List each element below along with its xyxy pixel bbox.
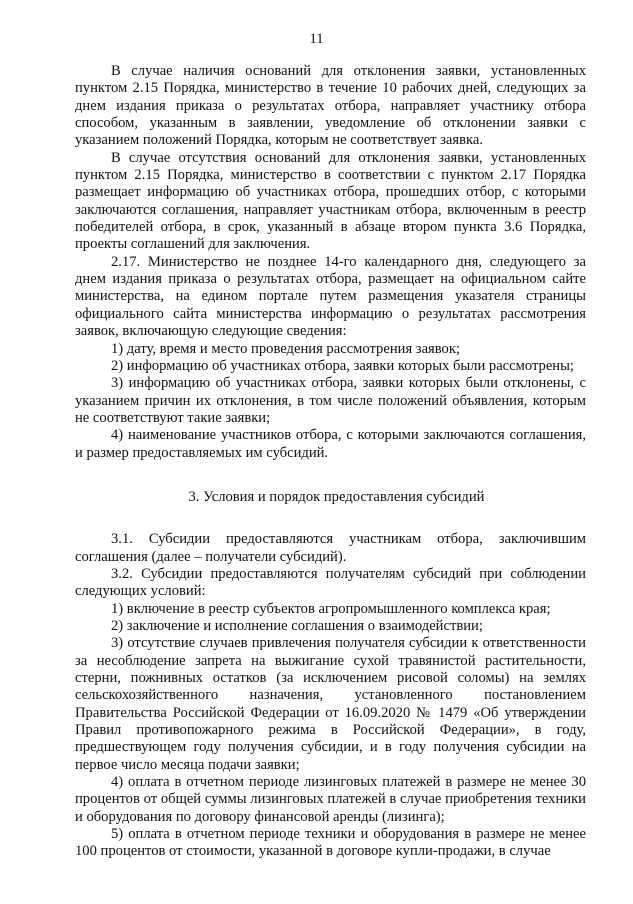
list-item: 2) заключение и исполнение соглашения о взаимодействии; [111, 617, 483, 634]
list-item: 3) информацию об участниках отбора, заявки которых были отклонены, с указанием причин их отклонения, в том числе положений объявления, которым не соответствуют такие заявки; [75, 375, 586, 426]
list-item: 2) информацию об участниках отбора, заявки которых были рассмотрены; [111, 357, 574, 374]
paragraph-3-1: 3.1. Субсидии предоставляются участникам отбора, заключившим соглашения (далее – получатели субсидий). [75, 531, 586, 565]
list-item: 4) оплата в отчетном периоде лизинговых платежей в размере не менее 30 процентов от общей суммы лизинговых платежей в случае приобретения техники и оборудования по договору финансовой аренды (лизинга); [75, 774, 586, 825]
paragraph-3-2: 3.2. Субсидии предоставляются получателям субсидий при соблюдении следующих условий: [75, 565, 586, 600]
list-item: 3) отсутствие случаев привлечения получателя субсидии к ответственности за несоблюдение запрета на выжигание сухой травянистой растительности, стерни, пожнивных остатков (за исключением рисовой соломы) на землях сельскохозяйственного назначения, установленного постановлением Правительства Российской Федерации от 16.09.2020 № 1479 «Об утверждении Правил противопожарного режима в Российской Федерации», в году, предшествующем году получения субсидии, и в году получения субсидии на первое число месяца подачи заявки; [75, 635, 586, 773]
list-item: 1) включение в реестр субъектов агропромышленного комплекса края; [111, 600, 551, 617]
paragraph: В случае отсутствия оснований для отклонения заявки, установленных пунктом 2.15 Порядка, министерство в соответствии с пунктом 2.17 Порядка размещает информацию об участниках отбора, прошедших отбор, с которыми заключаются соглашения, направляет участникам отбора, включенным в реестр победителей отбора, в срок, указанный в абзаце втором пункта 3.6 Порядка, проекты соглашений для заключения. [75, 149, 586, 253]
paragraph: В случае наличия оснований для отклонения заявки, установленных пунктом 2.15 Порядка, министерство в течение 10 рабочих дней, следующих за днем издания приказа о результатах отбора, направляет участнику отбора способом, указанным в заявлении, уведомление об отклонении заявки с указанием положений Порядка, которым не соответствует заявка. [75, 63, 586, 149]
section-heading: 3. Условия и порядок предоставления субсидий [188, 488, 485, 505]
document-body [75, 63, 586, 861]
list-item: 4) наименование участников отбора, с которыми заключаются соглашения, и размер предоставляемых им субсидий. [75, 427, 586, 461]
paragraph-2-17: 2.17. Министерство не позднее 14-го календарного дня, следующего за днем издания приказа о результатах отбора, размещает на официальном сайте министерства, на едином портале путем размещения указателя страницы официального сайта министерства информацию о результатах рассмотрения заявок, включающую следующие сведения: [75, 253, 586, 340]
list-item: 1) дату, время и место проведения рассмотрения заявок; [111, 340, 460, 357]
page-number: 11 [309, 31, 324, 47]
list-item: 5) оплата в отчетном периоде техники и оборудования в размере не менее 100 процентов от стоимости, указанной в договоре купли-продажи, в случае [75, 826, 586, 860]
